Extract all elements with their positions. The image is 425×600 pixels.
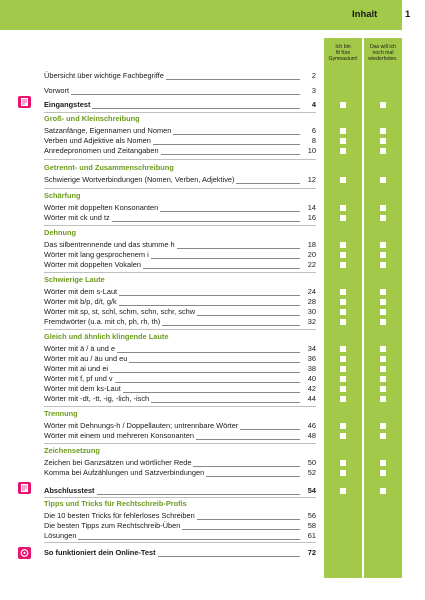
section-title: Dehnung (44, 228, 77, 237)
toc-row[interactable]: Wörter mit lang gesprochenem i 20 (44, 250, 316, 259)
column-repeat-header: Das will ich noch mal wiederholen. (368, 44, 398, 63)
checkbox-fit[interactable] (340, 242, 346, 248)
checkbox-repeat[interactable] (380, 299, 386, 305)
checkbox-fit[interactable] (340, 433, 346, 439)
section-title: Tipps und Tricks für Rechtschreib-Profis (44, 499, 187, 508)
checkbox-fit[interactable] (340, 356, 346, 362)
section-divider (44, 225, 316, 226)
toc-row-online-test[interactable]: So funktioniert dein Online-Test 72 (44, 548, 316, 557)
checkbox-repeat[interactable] (380, 262, 386, 268)
toc-row[interactable]: Die besten Tipps zum Rechtschreib-Üben 58 (44, 521, 316, 530)
checkbox-repeat[interactable] (380, 396, 386, 402)
checkbox-repeat[interactable] (380, 128, 386, 134)
checkbox-fit[interactable] (340, 128, 346, 134)
checkbox-repeat[interactable] (380, 433, 386, 439)
checkbox-repeat[interactable] (380, 356, 386, 362)
checkbox-fit[interactable] (340, 488, 346, 494)
section-divider (44, 443, 316, 444)
checkbox-fit[interactable] (340, 215, 346, 221)
section-title: Groß- und Kleinschreibung (44, 114, 140, 123)
checkbox-fit[interactable] (340, 376, 346, 382)
checkbox-repeat[interactable] (380, 102, 386, 108)
checkbox-fit[interactable] (340, 346, 346, 352)
toc-row[interactable]: Wörter mit -dt, -tt, -ig, -lich, -isch 44 (44, 394, 316, 403)
checkbox-repeat[interactable] (380, 205, 386, 211)
section-divider (44, 272, 316, 273)
toc-row[interactable]: Die 10 besten Tricks für fehlerloses Schreiben 56 (44, 511, 316, 520)
checkbox-repeat[interactable] (380, 376, 386, 382)
toc-row[interactable]: Komma bei Aufzählungen und Satzverbindungen 52 (44, 468, 316, 477)
section-title: Gleich und ähnlich klingende Laute (44, 332, 169, 341)
column-fit (324, 38, 362, 578)
toc-row[interactable]: Wörter mit dem ks-Laut 42 (44, 384, 316, 393)
checkbox-repeat[interactable] (380, 215, 386, 221)
toc-row[interactable]: Wörter mit ai und ei 38 (44, 364, 316, 373)
checkbox-fit[interactable] (340, 319, 346, 325)
checkbox-fit[interactable] (340, 396, 346, 402)
section-title: Zeichensetzung (44, 446, 100, 455)
section-divider (44, 329, 316, 330)
page-number: 1 (405, 9, 411, 20)
column-fit-header: Ich bin fit fürs Gymnasium! (328, 44, 358, 63)
section-divider (44, 188, 316, 189)
checkbox-repeat[interactable] (380, 470, 386, 476)
toc-row[interactable]: Das silbentrennende und das stumme h 18 (44, 240, 316, 249)
checkbox-fit[interactable] (340, 102, 346, 108)
checkbox-repeat[interactable] (380, 177, 386, 183)
toc-row-overview[interactable]: Übersicht über wichtige Fachbegriffe 2 (44, 71, 316, 80)
checkbox-fit[interactable] (340, 289, 346, 295)
section-divider (44, 112, 316, 113)
toc-row[interactable]: Wörter mit f, pf und v 40 (44, 374, 316, 383)
checkbox-fit[interactable] (340, 386, 346, 392)
checkbox-repeat[interactable] (380, 309, 386, 315)
checkbox-fit[interactable] (340, 470, 346, 476)
header-bar (0, 0, 425, 30)
section-divider (44, 542, 316, 543)
checkbox-repeat[interactable] (380, 460, 386, 466)
section-title: Trennung (44, 409, 78, 418)
page-title: Inhalt (352, 9, 378, 20)
online-test-icon (18, 547, 31, 559)
checkbox-fit[interactable] (340, 177, 346, 183)
checkbox-repeat[interactable] (380, 148, 386, 154)
toc-row[interactable]: Wörter mit ä / ä und e 34 (44, 344, 316, 353)
toc-row[interactable]: Wörter mit Dehnungs-h / Doppellauten; untrennbare Wörter 46 (44, 421, 316, 430)
checkbox-fit[interactable] (340, 262, 346, 268)
pencil-test-icon (18, 96, 31, 108)
checkbox-repeat[interactable] (380, 252, 386, 258)
toc-row[interactable]: Wörter mit doppelten Konsonanten 14 (44, 203, 316, 212)
checkbox-fit[interactable] (340, 366, 346, 372)
toc-row[interactable]: Wörter mit einem und mehreren Konsonanten 48 (44, 431, 316, 440)
toc-row[interactable]: Wörter mit ck und tz 16 (44, 213, 316, 222)
section-title: Schärfung (44, 191, 81, 200)
section-divider (44, 497, 316, 498)
toc-row[interactable]: Zeichen bei Ganzsätzen und wörtlicher Rede 50 (44, 458, 316, 467)
checkbox-fit[interactable] (340, 138, 346, 144)
checkbox-repeat[interactable] (380, 386, 386, 392)
toc-row[interactable]: Wörter mit sp, st, schl, schm, schn, schr, schw 30 (44, 307, 316, 316)
toc-row[interactable]: Wörter mit au / äu und eu 36 (44, 354, 316, 363)
toc-row[interactable]: Wörter mit doppelten Vokalen 22 (44, 260, 316, 269)
checkbox-repeat[interactable] (380, 366, 386, 372)
checkbox-repeat[interactable] (380, 319, 386, 325)
column-repeat (364, 38, 402, 578)
section-title: Getrennt- und Zusammenschreibung (44, 163, 174, 172)
checkbox-fit[interactable] (340, 148, 346, 154)
checkbox-repeat[interactable] (380, 488, 386, 494)
pencil-test-icon (18, 482, 31, 494)
checkbox-repeat[interactable] (380, 138, 386, 144)
toc-row-entry-test[interactable]: Eingangstest 4 (44, 100, 316, 109)
checkbox-fit[interactable] (340, 460, 346, 466)
header-background (0, 0, 402, 30)
section-divider (44, 159, 316, 160)
toc-row-final-test[interactable]: Abschlusstest 54 (44, 486, 316, 495)
checkbox-repeat[interactable] (380, 346, 386, 352)
checkbox-repeat[interactable] (380, 242, 386, 248)
toc-row[interactable]: Lösungen 61 (44, 531, 316, 540)
toc-row[interactable]: Satzanfänge, Eigennamen und Nomen 6 (44, 126, 316, 135)
checkbox-fit[interactable] (340, 309, 346, 315)
toc-row[interactable]: Schwierige Wortverbindungen (Nomen, Verben, Adjektive) 12 (44, 175, 316, 184)
checkbox-fit[interactable] (340, 423, 346, 429)
checkbox-fit[interactable] (340, 205, 346, 211)
toc-row[interactable]: Fremdwörter (u.a. mit ch, ph, rh, th) 32 (44, 317, 316, 326)
checkbox-fit[interactable] (340, 299, 346, 305)
toc-row[interactable]: Anredepronomen und Zeitangaben 10 (44, 146, 316, 155)
toc-row[interactable]: Wörter mit b/p, d/t, g/k 28 (44, 297, 316, 306)
section-divider (44, 406, 316, 407)
checkbox-repeat[interactable] (380, 423, 386, 429)
checkbox-repeat[interactable] (380, 289, 386, 295)
section-title: Schwierige Laute (44, 275, 105, 284)
toc-row-preface[interactable]: Vorwort 3 (44, 86, 316, 95)
checkbox-fit[interactable] (340, 252, 346, 258)
toc-row[interactable]: Wörter mit dem s-Laut 24 (44, 287, 316, 296)
toc-row[interactable]: Verben und Adjektive als Nomen 8 (44, 136, 316, 145)
